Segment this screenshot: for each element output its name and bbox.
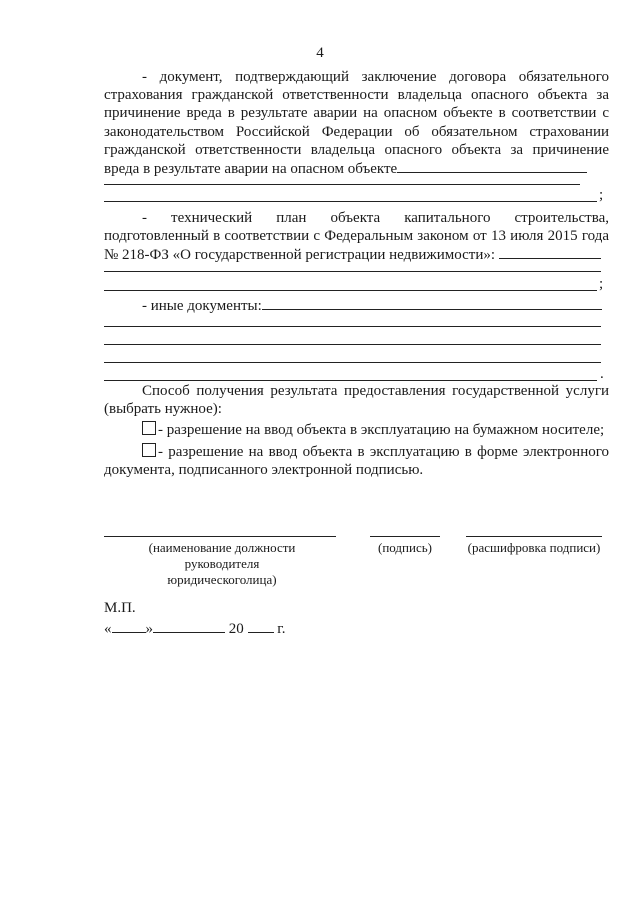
seal-label: М.П.: [104, 600, 136, 616]
date-line: [104, 619, 285, 638]
date-year-field[interactable]: [248, 619, 274, 633]
insurance-blank-line-1[interactable]: [104, 184, 580, 185]
techplan-semicolon: ;: [599, 276, 604, 292]
other-docs-blank-line-2[interactable]: [104, 344, 601, 345]
result-method-block: [104, 382, 609, 479]
other-docs-blank-line-3[interactable]: [104, 362, 601, 363]
paper-option-text: - разрешение на ввод объекта в эксплуатацию на бумажном носителе;: [158, 422, 605, 439]
techplan-fill-line[interactable]: [499, 245, 601, 259]
techplan-text: - технический план объекта капитального строительства, подготовленный в соответствии с Федеральным законом от 13 июля 2015 года № 218-ФЗ «О государственной регистрации недвижимости»:: [104, 210, 609, 264]
page-number: 4: [316, 45, 324, 61]
date-year-prefix: 20: [228, 621, 244, 637]
date-close-quote: »: [145, 621, 153, 637]
position-caption: (наименование должности руководителя юридическоголица): [148, 540, 296, 587]
result-method-title: Способ получения результата предоставления государственной услуги (выбрать нужное):: [104, 383, 609, 418]
other-docs-fill-line[interactable]: [262, 296, 602, 310]
insurance-paragraph: [104, 68, 609, 178]
other-docs-text: - иные документы:: [142, 298, 262, 314]
signature-caption: (подпись): [378, 540, 432, 555]
position-signature-line[interactable]: [104, 536, 336, 537]
decoding-signature-line[interactable]: [466, 536, 602, 537]
other-docs-blank-line-1[interactable]: [104, 326, 601, 327]
techplan-paragraph: [104, 209, 609, 265]
paper-option-checkbox[interactable]: [142, 421, 156, 435]
electronic-option-checkbox[interactable]: [142, 443, 156, 457]
other-docs-paragraph: [104, 296, 609, 315]
insurance-semicolon: ;: [599, 187, 604, 203]
electronic-option-text: - разрешение на ввод объекта в эксплуатацию в форме электронного документа, подписанного электронной подписью.: [104, 443, 609, 478]
insurance-blank-line-2[interactable]: [104, 201, 597, 202]
techplan-blank-line-1[interactable]: [104, 271, 601, 272]
date-year-suffix: г.: [277, 621, 286, 637]
date-open-quote: «: [104, 621, 112, 637]
decoding-caption: (расшифровка подписи): [467, 540, 601, 555]
date-month-field[interactable]: [153, 619, 225, 633]
other-docs-blank-line-4[interactable]: [104, 380, 597, 381]
date-day-field[interactable]: [112, 619, 146, 633]
insurance-fill-line[interactable]: [397, 159, 587, 173]
signature-line[interactable]: [370, 536, 440, 537]
other-docs-period: .: [600, 366, 604, 382]
techplan-blank-line-2[interactable]: [104, 290, 597, 291]
insurance-text: - документ, подтверждающий заключение договора обязательного страхования гражданской ответственности владельца опасного объекта за причинение вреда в результате аварии на опасном объекте в соответствии с законодательством Российской Федерации об обязательном страховании гражданской ответственности владельца опасного объекта за причинение вреда в результате аварии на опасном объекте: [104, 69, 609, 178]
